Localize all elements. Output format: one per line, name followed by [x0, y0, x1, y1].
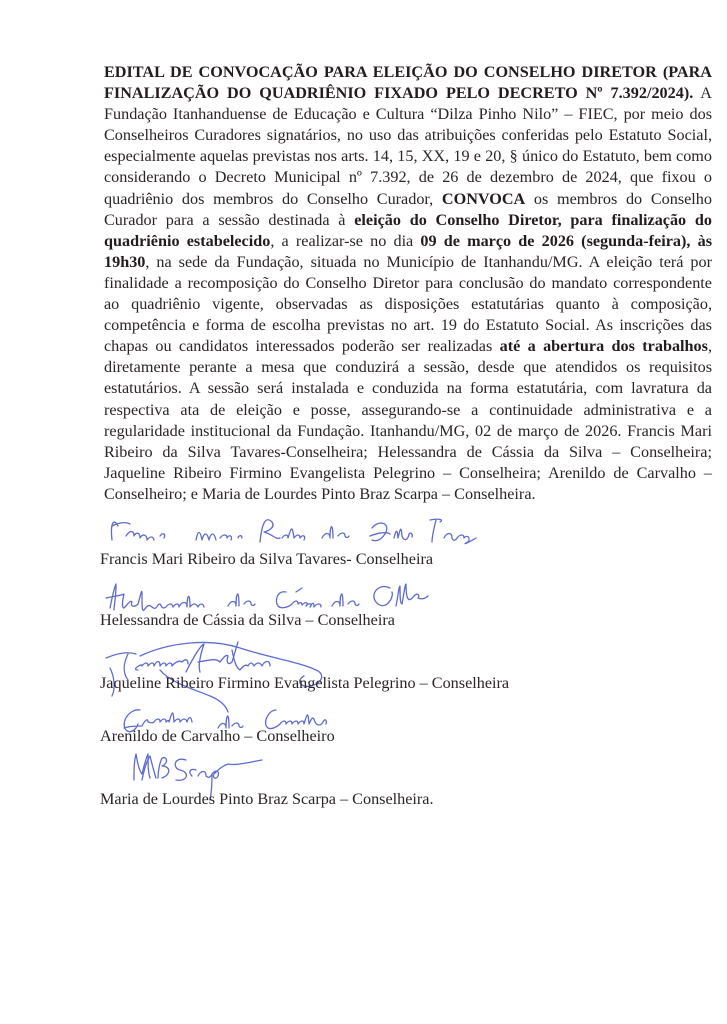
body-segment-5: , diretamente perante a mesa que conduzirá a sessão, desde que atendidos os requisitos estatutários. A sessão será instalada e conduzida na forma estatutária, com lavratura da respectiva ata de eleição e posse, assegurando-se a continuidade administrativa e a regularidade institucional da Fundação. Itanhandu/MG, 02 de março de 2026. Francis Mari Ribeiro da Silva Tavares-Conselheira; Helessandra de Cássia da Silva – Conselheira; Jaqueline Ribeiro Firmino Evangelista Pelegrino – Conselheira; Arenildo de Carvalho – Conselheiro; e Maria de Lourdes Pinto Braz Scarpa – Conselheira.	[104, 337, 712, 503]
body-segment-2: os membros do Conselho Curador para a sessão destinada à	[104, 189, 712, 229]
body-segment-3: , a realizar-se no dia	[270, 231, 421, 250]
convoca-keyword: CONVOCA	[441, 189, 526, 208]
handwritten-signature-francis	[100, 512, 560, 552]
signatory-name-maria: Maria de Lourdes Pinto Braz Scarpa – Conselheira.	[100, 790, 434, 808]
signatory-name-jaqueline: Jaqueline Ribeiro Firmino Evangelista Pelegrino – Conselheira	[100, 674, 510, 692]
session-date-time: 09 de março de 2026 (segunda-feira), às 19h30	[104, 231, 712, 271]
edital-body	[104, 62, 712, 505]
signatory-name-helessandra: Helessandra de Cássia da Silva – Conselheira	[100, 611, 395, 629]
edital-heading: EDITAL DE CONVOCAÇÃO PARA ELEIÇÃO DO CONSELHO DIRETOR (PARA FINALIZAÇÃO DO QUADRIÊNIO FIXADO PELO DECRETO Nº 7.392/2024).	[104, 63, 712, 103]
election-purpose: eleição do Conselho Diretor, para finalização do quadriênio estabelecido	[104, 210, 712, 250]
registration-deadline: até a abertura dos trabalhos	[499, 337, 708, 356]
signatory-name-arenildo: Arenildo de Carvalho – Conselheiro	[100, 727, 335, 745]
signatory-name-francis: Francis Mari Ribeiro da Silva Tavares- Conselheira	[100, 550, 434, 568]
body-segment-1: A Fundação Itanhanduense de Educação e Cultura “Dilza Pinho Nilo” – FIEC, por meio dos Conselheiros Curadores signatários, no uso das atribuições conferidas pelo Estatuto Social, especialmente aquelas previstas nos arts. 14, 15, XX, 19 e 20, § único do Estatuto, bem como considerando o Decreto Municipal nº 7.392, de 26 de dezembro de 2024, que fixou o quadriênio dos membros do Conselho Curador,	[104, 84, 712, 208]
body-segment-4: , na sede da Fundação, situada no Município de Itanhandu/MG. A eleição terá por finalidade a recomposição do Conselho Diretor para conclusão do mandato correspondente ao quadriênio vigente, observadas as disposições estatutárias quanto à composição, competência e forma de escolha previstas no art. 19 do Estatuto Social. As inscrições das chapas ou candidatos interessados poderão ser realizadas	[104, 252, 712, 356]
